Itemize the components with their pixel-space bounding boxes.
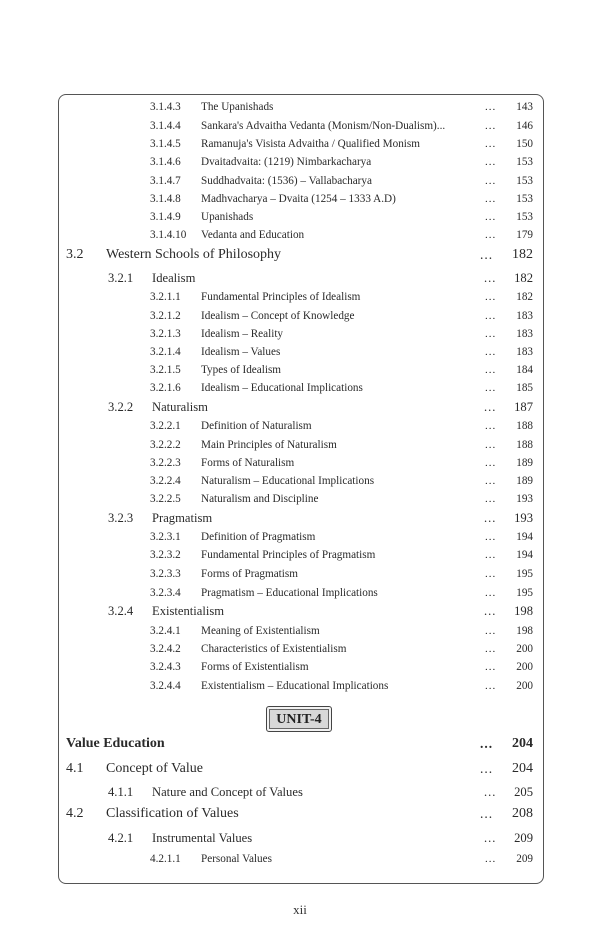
toc-entry-title: Suddhadvaita: (1536) – Vallabacharya — [201, 175, 372, 187]
toc-entry-page: 182 — [512, 247, 533, 262]
toc-entry-number: 3.1.4.6 — [150, 156, 181, 168]
leader-dots: ... — [480, 736, 494, 751]
toc-entry-page: 200 — [516, 643, 533, 655]
leader-dots: ... — [484, 831, 497, 845]
toc-entry-page: 193 — [514, 511, 533, 525]
leader-dots: ... — [485, 364, 497, 376]
toc-entry-title: Fundamental Principles of Pragmatism — [201, 549, 376, 561]
toc-entry-title: The Upanishads — [201, 101, 274, 113]
toc-entry-page: 183 — [516, 310, 533, 322]
toc-entry-number: 3.2.3 — [108, 511, 134, 525]
toc-entry-number: 3.1.4.3 — [150, 101, 181, 113]
leader-dots: ... — [480, 806, 494, 821]
toc-entry-page: 185 — [516, 382, 533, 394]
leader-dots: ... — [485, 643, 497, 655]
toc-entry-page: 187 — [514, 400, 533, 414]
toc-entry-page: 200 — [516, 680, 533, 692]
toc-entry-title: Definition of Pragmatism — [201, 531, 316, 543]
toc-entry-title: Idealism – Reality — [201, 328, 284, 340]
toc-entry-number: 3.2.3.2 — [150, 549, 181, 561]
toc-entry-number: 3.2.1.1 — [150, 291, 181, 303]
toc-entry-title: Idealism – Educational Implications — [201, 382, 363, 394]
toc-entry-page: 153 — [516, 211, 533, 223]
toc-entry-number: 3.1.4.10 — [150, 229, 187, 241]
toc-entry-page: 146 — [516, 120, 533, 132]
toc-entry-title: Existentialism – Educational Implications — [201, 680, 389, 692]
toc-entry-number: 4.1.1 — [108, 785, 134, 799]
leader-dots: ... — [484, 604, 497, 618]
toc-entry-page: 188 — [516, 420, 533, 432]
toc-entry-page: 153 — [516, 175, 533, 187]
toc-entry-page: 143 — [516, 101, 533, 113]
toc-entry-page: 200 — [516, 661, 533, 673]
leader-dots: ... — [485, 211, 497, 223]
leader-dots: ... — [485, 661, 497, 673]
toc-entry-number: 3.1.4.8 — [150, 193, 181, 205]
toc-entry-number: 3.2.4.4 — [150, 680, 181, 692]
toc-entry-number: 3.2.2.1 — [150, 420, 181, 432]
toc-entry-number: 3.2.3.3 — [150, 568, 181, 580]
toc-entry-title: Fundamental Principles of Idealism — [201, 291, 361, 303]
toc-entry-page: 150 — [516, 138, 533, 150]
toc-entry-number: 3.1.4.5 — [150, 138, 181, 150]
toc-entry-page: 193 — [516, 493, 533, 505]
toc-entry-page: 204 — [512, 761, 533, 776]
leader-dots: ... — [485, 549, 497, 561]
toc-entry-page: 189 — [516, 457, 533, 469]
toc-entry-title: Meaning of Existentialism — [201, 625, 320, 637]
leader-dots: ... — [485, 138, 497, 150]
toc-entry-title: Forms of Naturalism — [201, 457, 295, 469]
toc-entry-title: Personal Values — [201, 853, 272, 865]
leader-dots: ... — [485, 382, 497, 394]
toc-entry-page: 195 — [516, 587, 533, 599]
leader-dots: ... — [485, 568, 497, 580]
toc-entry-number: 4.2 — [66, 806, 84, 821]
toc-entry-number: 3.2.2 — [108, 400, 134, 414]
leader-dots: ... — [485, 853, 497, 865]
toc-entry-page: 194 — [516, 549, 533, 561]
leader-dots: ... — [485, 457, 497, 469]
leader-dots: ... — [485, 156, 497, 168]
toc-entry-number: 3.2.2.5 — [150, 493, 181, 505]
leader-dots: ... — [485, 346, 497, 358]
toc-entry-page: 209 — [516, 853, 533, 865]
toc-entry-page: 198 — [514, 604, 533, 618]
leader-dots: ... — [485, 587, 497, 599]
toc-entry-title: Definition of Naturalism — [201, 420, 312, 432]
toc-entry-title: Dvaitadvaita: (1219) Nimbarkacharya — [201, 156, 372, 168]
leader-dots: ... — [485, 101, 497, 113]
toc-entry-page: 205 — [514, 785, 533, 799]
leader-dots: ... — [485, 625, 497, 637]
toc-entry-title: Nature and Concept of Values — [152, 785, 303, 799]
leader-dots: ... — [485, 439, 497, 451]
leader-dots: ... — [485, 475, 497, 487]
toc-entry-title: Madhvacharya – Dvaita (1254 – 1333 A.D) — [201, 193, 396, 205]
toc-entry-title: Main Principles of Naturalism — [201, 439, 337, 451]
toc-entry-number: 3.1.4.7 — [150, 175, 181, 187]
toc-entry-title: Classification of Values — [106, 806, 239, 821]
toc-entry-page: 188 — [516, 439, 533, 451]
toc-entry-page: 179 — [516, 229, 533, 241]
toc-entry-title: Ramanuja's Visista Advaitha / Qualified Monism — [201, 138, 420, 150]
toc-entry-number: 4.2.1.1 — [150, 853, 181, 865]
leader-dots: ... — [480, 247, 494, 262]
leader-dots: ... — [485, 493, 497, 505]
toc-entry-title: Naturalism and Discipline — [201, 493, 319, 505]
toc-entry-title: Western Schools of Philosophy — [106, 247, 282, 262]
toc-entry-number: 4.1 — [66, 761, 84, 776]
toc-entry-number: 3.2.4 — [108, 604, 134, 618]
toc-entry-number: 3.2.1.6 — [150, 382, 181, 394]
toc-entry-page: 195 — [516, 568, 533, 580]
toc-entry-page: 153 — [516, 156, 533, 168]
toc-entry-title: Sankara's Advaitha Vedanta (Monism/Non-Dualism)... — [201, 120, 446, 132]
toc-entry-page: 198 — [516, 625, 533, 637]
toc-entry-number: 3.2.2.2 — [150, 439, 181, 451]
toc-entry-number: 3.2.1.4 — [150, 346, 181, 358]
toc-entry-page: 194 — [516, 531, 533, 543]
toc-entry-number: 3.2.2.3 — [150, 457, 181, 469]
leader-dots: ... — [484, 271, 497, 285]
toc-entry-title: Characteristics of Existentialism — [201, 643, 347, 655]
toc-entry-number: 3.2.1.5 — [150, 364, 181, 376]
toc-entry-page: 183 — [516, 328, 533, 340]
toc-entry-title: Value Education — [66, 736, 165, 751]
leader-dots: ... — [485, 291, 497, 303]
toc-entry-number: 3.2.3.4 — [150, 587, 181, 599]
toc-entry-number: 3.2.4.1 — [150, 625, 181, 637]
toc-entry-page: 184 — [516, 364, 533, 376]
toc-entry-title: Idealism – Values — [201, 346, 281, 358]
leader-dots: ... — [485, 420, 497, 432]
page-number: xii — [293, 902, 307, 917]
toc-entry-title: Concept of Value — [106, 761, 203, 776]
unit-badge — [266, 706, 332, 732]
toc-entry-title: Pragmatism — [152, 511, 213, 525]
toc-entry-title: Instrumental Values — [152, 831, 253, 845]
toc-entry-title: Idealism — [152, 271, 196, 285]
toc-entry-title: Naturalism — [152, 400, 208, 414]
leader-dots: ... — [484, 400, 497, 414]
toc-entry-title: Forms of Pragmatism — [201, 568, 298, 580]
leader-dots: ... — [484, 511, 497, 525]
toc-entry-title: Upanishads — [201, 211, 254, 223]
toc-entry-number: 3.2.3.1 — [150, 531, 181, 543]
toc-entry-page: 182 — [514, 271, 533, 285]
toc-entry-page: 153 — [516, 193, 533, 205]
unit-badge-label: UNIT-4 — [269, 709, 329, 729]
toc-entry-page: 204 — [512, 736, 533, 751]
leader-dots: ... — [485, 175, 497, 187]
toc-entry-number: 3.2.1.3 — [150, 328, 181, 340]
toc-entry-number: 3.2.1.2 — [150, 310, 181, 322]
toc-entry-title: Naturalism – Educational Implications — [201, 475, 375, 487]
toc-entry-number: 3.1.4.4 — [150, 120, 181, 132]
leader-dots: ... — [484, 785, 497, 799]
toc-entry-page: 209 — [514, 831, 533, 845]
toc-entry-title: Forms of Existentialism — [201, 661, 309, 673]
leader-dots: ... — [485, 310, 497, 322]
toc-entry-title: Existentialism — [152, 604, 225, 618]
toc-entry-number: 4.2.1 — [108, 831, 134, 845]
leader-dots: ... — [485, 531, 497, 543]
toc-entry-page: 182 — [516, 291, 533, 303]
leader-dots: ... — [485, 680, 497, 692]
toc-entry-number: 3.1.4.9 — [150, 211, 181, 223]
toc-entry-number: 3.2.4.2 — [150, 643, 181, 655]
toc-entry-title: Pragmatism – Educational Implications — [201, 587, 378, 599]
toc-entry-title: Types of Idealism — [201, 364, 281, 376]
toc-entry-page: 183 — [516, 346, 533, 358]
toc-entry-number: 3.2 — [66, 247, 84, 262]
toc-entry-title: Idealism – Concept of Knowledge — [201, 310, 355, 322]
leader-dots: ... — [485, 193, 497, 205]
toc-entry-page: 208 — [512, 806, 533, 821]
toc-entry-title: Vedanta and Education — [201, 229, 305, 241]
toc-entry-number: 3.2.2.4 — [150, 475, 181, 487]
toc-entry-page: 189 — [516, 475, 533, 487]
toc-entry-number: 3.2.1 — [108, 271, 134, 285]
leader-dots: ... — [485, 120, 497, 132]
toc-entry-number: 3.2.4.3 — [150, 661, 181, 673]
leader-dots: ... — [485, 229, 497, 241]
leader-dots: ... — [485, 328, 497, 340]
leader-dots: ... — [480, 761, 494, 776]
